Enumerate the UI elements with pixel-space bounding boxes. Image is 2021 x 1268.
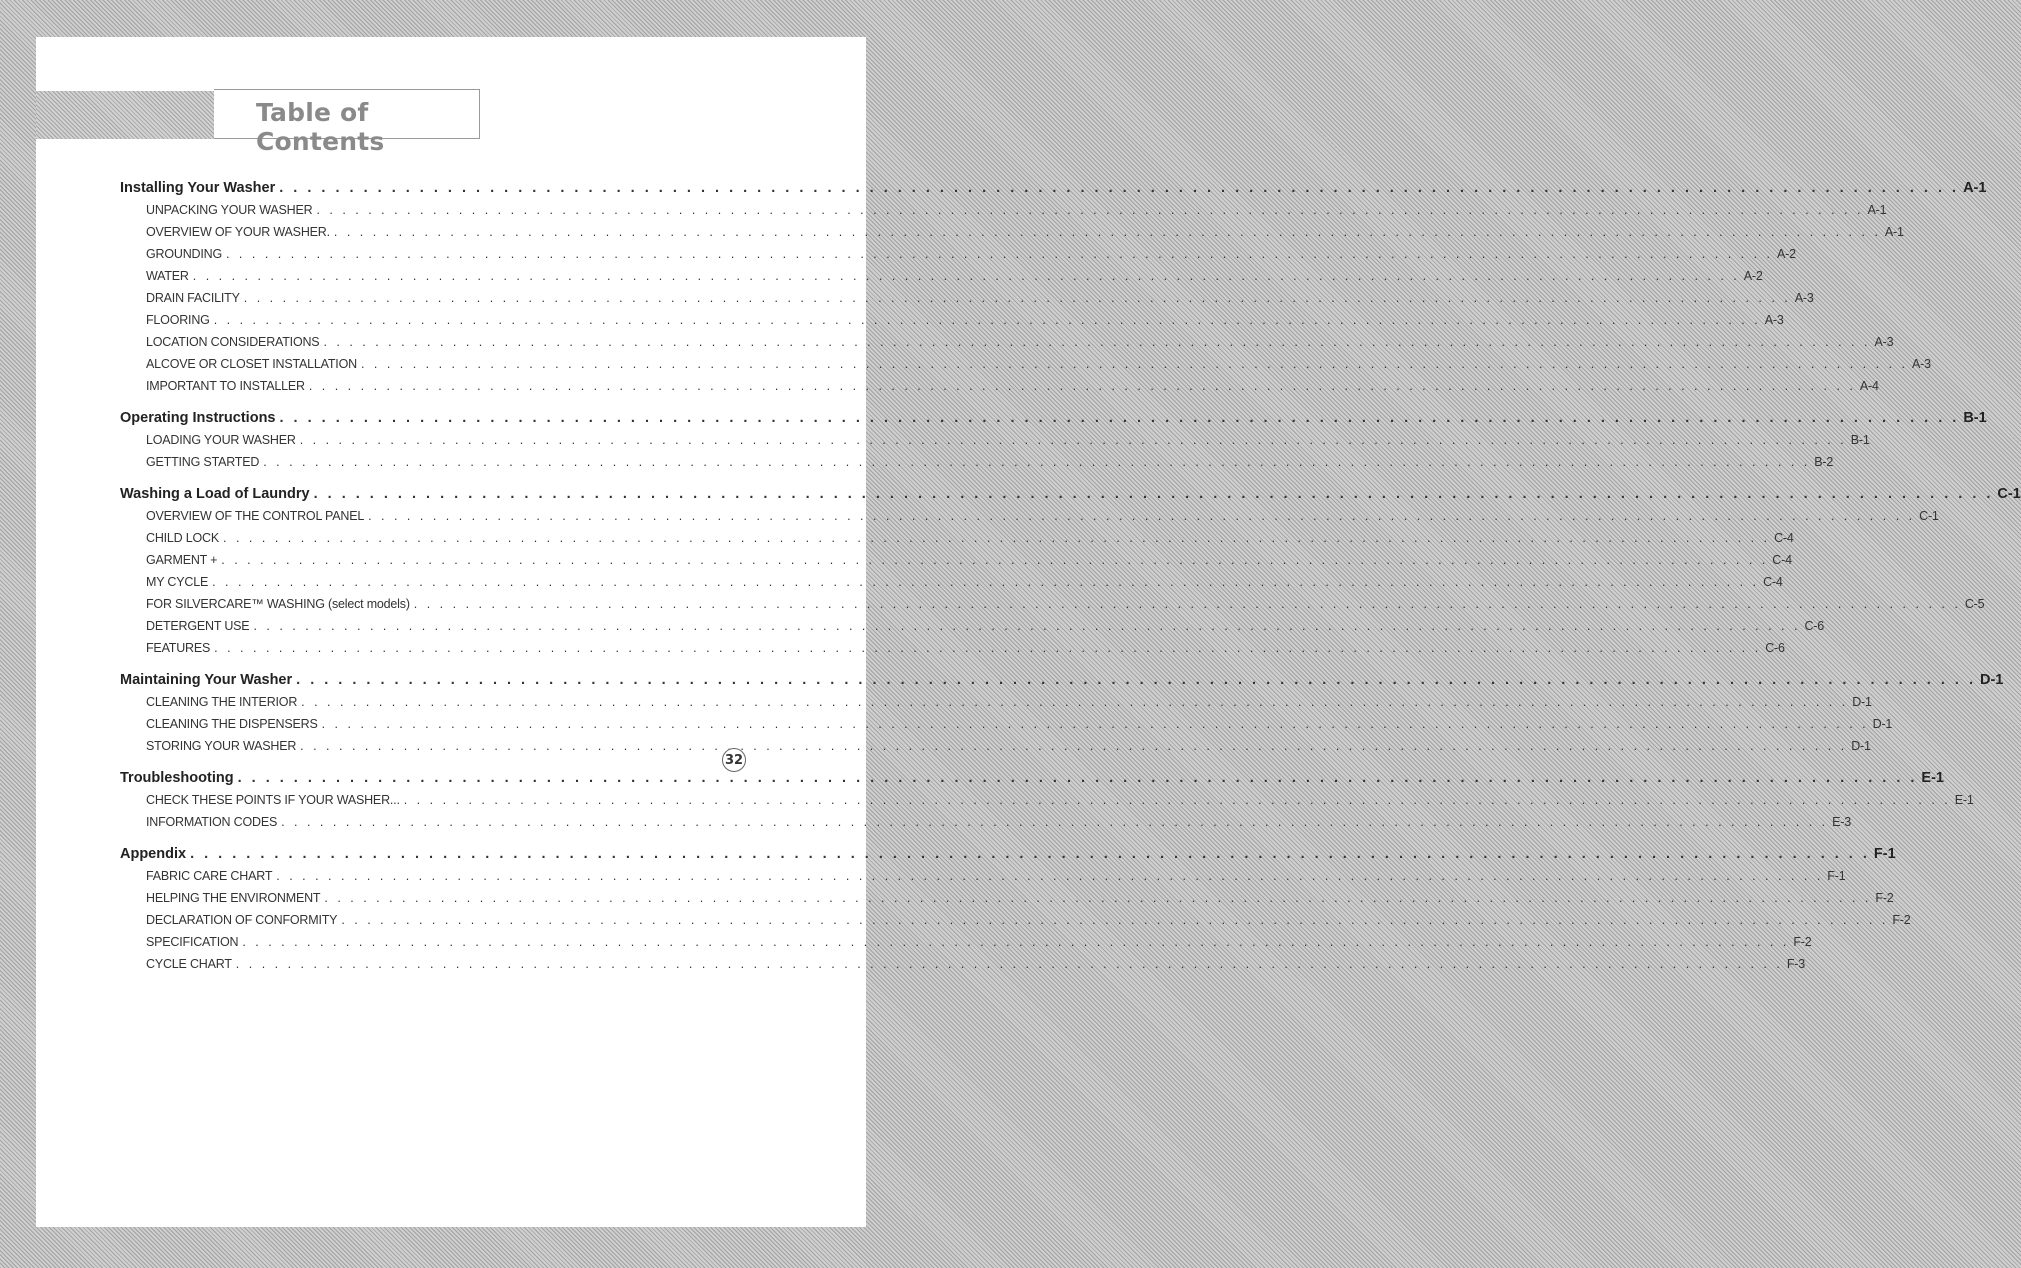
entry-page: F-2	[1793, 935, 1812, 949]
leader-dots: . . . . . . . . . . . . . . . . . . . . . . . . . . . . . . . . . . . . . . . . . . . . . . . . . . . . . . . . . . . . . . . . . . . . . . . . . . . . . . . . . . . . . . . . . . . . . . . . . . . . . . . . . . . . . . . . . . . . . . . .	[192, 269, 1740, 283]
toc-entry[interactable]	[120, 571, 1783, 593]
toc-entry[interactable]	[120, 265, 1763, 287]
section-page: D-1	[1979, 672, 2004, 688]
entry-label: IMPORTANT TO INSTALLER	[146, 379, 305, 393]
entry-label: OVERVIEW OF THE CONTROL PANEL	[146, 509, 365, 523]
section-page: E-1	[1921, 770, 1944, 786]
entry-page: F-2	[1875, 891, 1894, 905]
page-number: 32	[724, 752, 744, 768]
leader-dots: . . . . . . . . . . . . . . . . . . . . . . . . . . . . . . . . . . . . . . . . . . . . . . . . . . . . . . . . . . . . . . . . . . . . . . . . . . . . . . . . . . . . . . . . . . . . . . . . . . . . . . . . . . . . . . . . . . . . . . . .	[212, 575, 1760, 589]
toc-list	[120, 177, 2021, 985]
toc-entry[interactable]	[120, 331, 1894, 353]
toc-entry[interactable]	[120, 953, 1805, 975]
section-page: A-1	[1963, 180, 1987, 196]
toc-entry[interactable]	[120, 789, 1974, 811]
leader-dots: . . . . . . . . . . . . . . . . . . . . . . . . . . . . . . . . . . . . . . . . . . . . . . . . . . . . . . . . . . . . . . . . . . . . . . . . . . . . . . . . . . . . . . . . . . . . . . . . . . . . . . . . . . . . . . . . . . . . . . . .	[316, 203, 1864, 217]
entry-label: GROUNDING	[146, 247, 222, 261]
entry-page: A-2	[1777, 247, 1796, 261]
entry-page: F-2	[1892, 913, 1911, 927]
leader-dots: . . . . . . . . . . . . . . . . . . . . . . . . . . . . . . . . . . . . . . . . . . . . . . . . . . . . . . . . . . . . . . . . . . . . . . . . . . . . . . . . . . . . . . . . . . . . . . . . . . . . . . . . . . . . . . . . . . . . . . . .	[242, 935, 1790, 949]
toc-entry[interactable]	[120, 287, 1814, 309]
toc-section-heading[interactable]	[120, 669, 2004, 691]
toc-entry[interactable]	[120, 375, 1879, 397]
entry-page: C-1	[1919, 509, 1939, 523]
leader-dots: . . . . . . . . . . . . . . . . . . . . . . . . . . . . . . . . . . . . . . . . . . . . . . . . . . . . . . . . . . . . . . . . . . . . . . . . . . . . . . . . . . . . . . . . . . . . . . . . . . . . . . . . . . . . . . . . . . . . . . . .	[279, 410, 1960, 426]
leader-dots: . . . . . . . . . . . . . . . . . . . . . . . . . . . . . . . . . . . . . . . . . . . . . . . . . . . . . . . . . . . . . . . . . . . . . . . . . . . . . . . . . . . . . . . . . . . . . . . . . . . . . . . . . . . . . . . . . . . . . . . .	[296, 672, 1976, 688]
leader-dots: . . . . . . . . . . . . . . . . . . . . . . . . . . . . . . . . . . . . . . . . . . . . . . . . . . . . . . . . . . . . . . . . . . . . . . . . . . . . . . . . . . . . . . . . . . . . . . . . . . . . . . . . . . . . . . . . . . . . . . . .	[313, 486, 1994, 502]
leader-dots: . . . . . . . . . . . . . . . . . . . . . . . . . . . . . . . . . . . . . . . . . . . . . . . . . . . . . . . . . . . . . . . . . . . . . . . . . . . . . . . . . . . . . . . . . . . . . . . . . . . . . . . . . . . . . . . . . . . . . . . .	[190, 846, 1870, 862]
entry-page: C-6	[1765, 641, 1785, 655]
toc-section	[120, 843, 1911, 975]
entry-page: C-5	[1964, 597, 1985, 611]
entry-page: C-4	[1774, 531, 1794, 545]
leader-dots: . . . . . . . . . . . . . . . . . . . . . . . . . . . . . . . . . . . . . . . . . . . . . . . . . . . . . . . . . . . . . . . . . . . . . . . . . . . . . . . . . . . . . . . . . . . . . . . . . . . . . . . . . . . . . . . . . . . . . . . .	[323, 335, 1871, 349]
entry-page: C-4	[1763, 575, 1783, 589]
leader-dots: . . . . . . . . . . . . . . . . . . . . . . . . . . . . . . . . . . . . . . . . . . . . . . . . . . . . . . . . . . . . . . . . . . . . . . . . . . . . . . . . . . . . . . . . . . . . . . . . . . . . . . . . . . . . . . . . . . . . . . . .	[321, 717, 1869, 731]
section-page: B-1	[1963, 410, 1987, 426]
entry-label: GARMENT +	[146, 553, 218, 567]
entry-label: CYCLE CHART	[146, 957, 232, 971]
section-title: Maintaining Your Washer	[120, 672, 293, 688]
section-title: Troubleshooting	[120, 770, 234, 786]
entry-page: A-4	[1859, 379, 1879, 393]
entry-label: HELPING THE ENVIRONMENT	[146, 891, 321, 905]
entry-label: DECLARATION OF CONFORMITY	[146, 913, 338, 927]
leader-dots: . . . . . . . . . . . . . . . . . . . . . . . . . . . . . . . . . . . . . . . . . . . . . . . . . . . . . . . . . . . . . . . . . . . . . . . . . . . . . . . . . . . . . . . . . . . . . . . . . . . . . . . . . . . . . . . . . . . . . . . .	[214, 641, 1762, 655]
toc-section	[120, 669, 2004, 757]
entry-page: D-1	[1851, 739, 1871, 753]
entry-label: FABRIC CARE CHART	[146, 869, 273, 883]
entry-label: FLOORING	[146, 313, 210, 327]
toc-entry[interactable]	[120, 353, 1931, 375]
entry-page: D-1	[1852, 695, 1872, 709]
entry-label: GETTING STARTED	[146, 455, 260, 469]
entry-page: B-1	[1850, 433, 1870, 447]
toc-entry[interactable]	[120, 615, 1825, 637]
entry-page: A-3	[1764, 313, 1784, 327]
leader-dots: . . . . . . . . . . . . . . . . . . . . . . . . . . . . . . . . . . . . . . . . . . . . . . . . . . . . . . . . . . . . . . . . . . . . . . . . . . . . . . . . . . . . . . . . . . . . . . . . . . . . . . . . . . . . . . . . . . . . . . . .	[301, 695, 1849, 709]
toc-entry[interactable]	[120, 549, 1792, 571]
section-title: Appendix	[120, 846, 187, 862]
entry-page: A-3	[1911, 357, 1931, 371]
entry-page: A-3	[1794, 291, 1814, 305]
toc-entry[interactable]	[120, 887, 1894, 909]
entry-label: UNPACKING YOUR WASHER	[146, 203, 313, 217]
page-title: Table of Contents	[256, 98, 385, 156]
entry-label: FOR SILVERCARE™ WASHING (select models)	[146, 597, 410, 611]
entry-label: DETERGENT USE	[146, 619, 250, 633]
leader-dots: . . . . . . . . . . . . . . . . . . . . . . . . . . . . . . . . . . . . . . . . . . . . . . . . . . . . . . . . . . . . . . . . . . . . . . . . . . . . . . . . . . . . . . . . . . . . . . . . . . . . . . . . . . . . . . . . . . . . . . . .	[300, 739, 1848, 753]
entry-page: C-6	[1804, 619, 1825, 633]
entry-label: CLEANING THE DISPENSERS	[146, 717, 318, 731]
entry-label: STORING YOUR WASHER	[146, 739, 297, 753]
section-page: C-1	[1997, 486, 2021, 502]
toc-entry[interactable]	[120, 865, 1846, 887]
leader-dots: . . . . . . . . . . . . . . . . . . . . . . . . . . . . . . . . . . . . . . . . . . . . . . . . . . . . . . . . . . . . . . . . . . . . . . . . . . . . . . . . . . . . . . . . . . . . . . . . . . . . . . . . . . . . . . . . . . . . . . . .	[308, 379, 1856, 393]
entry-label: ALCOVE OR CLOSET INSTALLATION	[146, 357, 357, 371]
toc-section	[120, 767, 1974, 833]
entry-label: DRAIN FACILITY	[146, 291, 240, 305]
entry-label: MY CYCLE	[146, 575, 209, 589]
section-title: Washing a Load of Laundry	[120, 486, 310, 502]
title-box	[214, 89, 480, 156]
toc-section-heading[interactable]	[120, 177, 1987, 199]
toc-entry[interactable]	[120, 713, 1893, 735]
toc-section	[120, 483, 2021, 659]
leader-dots: . . . . . . . . . . . . . . . . . . . . . . . . . . . . . . . . . . . . . . . . . . . . . . . . . . . . . . . . . . . . . . . . . . . . . . . . . . . . . . . . . . . . . . . . . . . . . . . . . . . . . . . . . . . . . . . . . . . . . . . .	[253, 619, 1801, 633]
toc-entry[interactable]	[120, 931, 1812, 953]
entry-label: FEATURES	[146, 641, 211, 655]
leader-dots: . . . . . . . . . . . . . . . . . . . . . . . . . . . . . . . . . . . . . . . . . . . . . . . . . . . . . . . . . . . . . . . . . . . . . . . . . . . . . . . . . . . . . . . . . . . . . . . . . . . . . . . . . . . . . . . . . . . . . . . .	[223, 531, 1771, 545]
entry-label: CHILD LOCK	[146, 531, 220, 545]
toc-section-heading[interactable]	[120, 767, 1944, 789]
section-title: Operating Instructions	[120, 410, 276, 426]
entry-page: F-1	[1827, 869, 1846, 883]
toc-entry[interactable]	[120, 735, 1871, 757]
section-page: F-1	[1873, 846, 1896, 862]
document-page	[36, 37, 2021, 1227]
entry-page: B-2	[1814, 455, 1834, 469]
toc-entry[interactable]	[120, 505, 1939, 527]
leader-dots: . . . . . . . . . . . . . . . . . . . . . . . . . . . . . . . . . . . . . . . . . . . . . . . . . . . . . . . . . . . . . . . . . . . . . . . . . . . . . . . . . . . . . . . . . . . . . . . . . . . . . . . . . . . . . . . . . . . . . . . .	[237, 770, 1918, 786]
entry-page: A-3	[1874, 335, 1894, 349]
leader-dots: . . . . . . . . . . . . . . . . . . . . . . . . . . . . . . . . . . . . . . . . . . . . . . . . . . . . . . . . . . . . . . . . . . . . . . . . . . . . . . . . . . . . . . . . . . . . . . . . . . . . . . . . . . . . . . . . . . . . . . . .	[299, 433, 1847, 447]
entry-label: OVERVIEW OF YOUR WASHER.	[146, 225, 330, 239]
leader-dots: . . . . . . . . . . . . . . . . . . . . . . . . . . . . . . . . . . . . . . . . . . . . . . . . . . . . . . . . . . . . . . . . . . . . . . . . . . . . . . . . . . . . . . . . . . . . . . . . . . . . . . . . . . . . . . . . . . . . . . . .	[413, 597, 1961, 611]
entry-page: A-1	[1884, 225, 1904, 239]
entry-page: E-1	[1954, 793, 1974, 807]
toc-section-heading[interactable]	[120, 843, 1896, 865]
entry-page: F-3	[1786, 957, 1805, 971]
toc-entry[interactable]	[120, 429, 1870, 451]
toc-entry[interactable]	[120, 637, 1785, 659]
toc-entry[interactable]	[120, 909, 1911, 931]
toc-section	[120, 407, 1987, 473]
leader-dots: . . . . . . . . . . . . . . . . . . . . . . . . . . . . . . . . . . . . . . . . . . . . . . . . . . . . . . . . . . . . . . . . . . . . . . . . . . . . . . . . . . . . . . . . . . . . . . . . . . . . . . . . . . . . . . . . . . . . . . . .	[235, 957, 1783, 971]
leader-dots: . . . . . . . . . . . . . . . . . . . . . . . . . . . . . . . . . . . . . . . . . . . . . . . . . . . . . . . . . . . . . . . . . . . . . . . . . . . . . . . . . . . . . . . . . . . . . . . . . . . . . . . . . . . . . . . . . . . . . . . .	[279, 180, 1960, 196]
title-tab-pattern	[36, 91, 214, 139]
entry-page: A-2	[1743, 269, 1763, 283]
entry-label: CLEANING THE INTERIOR	[146, 695, 298, 709]
toc-entry[interactable]	[120, 309, 1784, 331]
entry-label: LOADING YOUR WASHER	[146, 433, 296, 447]
leader-dots: . . . . . . . . . . . . . . . . . . . . . . . . . . . . . . . . . . . . . . . . . . . . . . . . . . . . . . . . . . . . . . . . . . . . . . . . . . . . . . . . . . . . . . . . . . . . . . . . . . . . . . . . . . . . . . . . . . . . . . . .	[368, 509, 1916, 523]
toc-section-heading[interactable]	[120, 483, 2021, 505]
entry-page: A-1	[1867, 203, 1887, 217]
toc-entry[interactable]	[120, 451, 1834, 473]
section-title: Installing Your Washer	[120, 180, 276, 196]
leader-dots: . . . . . . . . . . . . . . . . . . . . . . . . . . . . . . . . . . . . . . . . . . . . . . . . . . . . . . . . . . . . . . . . . . . . . . . . . . . . . . . . . . . . . . . . . . . . . . . . . . . . . . . . . . . . . . . . . . . . . . . .	[263, 455, 1811, 469]
entry-page: E-3	[1832, 815, 1851, 829]
leader-dots: . . . . . . . . . . . . . . . . . . . . . . . . . . . . . . . . . . . . . . . . . . . . . . . . . . . . . . . . . . . . . . . . . . . . . . . . . . . . . . . . . . . . . . . . . . . . . . . . . . . . . . . . . . . . . . . . . . . . . . . .	[213, 313, 1761, 327]
leader-dots: . . . . . . . . . . . . . . . . . . . . . . . . . . . . . . . . . . . . . . . . . . . . . . . . . . . . . . . . . . . . . . . . . . . . . . . . . . . . . . . . . . . . . . . . . . . . . . . . . . . . . . . . . . . . . . . . . . . . . . . .	[360, 357, 1908, 371]
entry-label: CHECK THESE POINTS IF YOUR WASHER...	[146, 793, 400, 807]
leader-dots: . . . . . . . . . . . . . . . . . . . . . . . . . . . . . . . . . . . . . . . . . . . . . . . . . . . . . . . . . . . . . . . . . . . . . . . . . . . . . . . . . . . . . . . . . . . . . . . . . . . . . . . . . . . . . . . . . . . . . . . .	[225, 247, 1774, 261]
toc-entry[interactable]	[120, 221, 1904, 243]
entry-label: SPECIFICATION	[146, 935, 239, 949]
leader-dots: . . . . . . . . . . . . . . . . . . . . . . . . . . . . . . . . . . . . . . . . . . . . . . . . . . . . . . . . . . . . . . . . . . . . . . . . . . . . . . . . . . . . . . . . . . . . . . . . . . . . . . . . . . . . . . . . . . . . . . . .	[221, 553, 1769, 567]
leader-dots: . . . . . . . . . . . . . . . . . . . . . . . . . . . . . . . . . . . . . . . . . . . . . . . . . . . . . . . . . . . . . . . . . . . . . . . . . . . . . . . . . . . . . . . . . . . . . . . . . . . . . . . . . . . . . . . . . . . . . . . .	[403, 793, 1951, 807]
toc-entry[interactable]	[120, 243, 1796, 265]
toc-entry[interactable]	[120, 199, 1887, 221]
toc-entry[interactable]	[120, 811, 1851, 833]
entry-label: WATER	[146, 269, 189, 283]
entry-label: LOCATION CONSIDERATIONS	[146, 335, 320, 349]
toc-entry[interactable]	[120, 527, 1794, 549]
leader-dots: . . . . . . . . . . . . . . . . . . . . . . . . . . . . . . . . . . . . . . . . . . . . . . . . . . . . . . . . . . . . . . . . . . . . . . . . . . . . . . . . . . . . . . . . . . . . . . . . . . . . . . . . . . . . . . . . . . . . . . . .	[333, 225, 1881, 239]
toc-entry[interactable]	[120, 691, 1872, 713]
entry-page: D-1	[1872, 717, 1893, 731]
page-number-badge	[722, 748, 746, 772]
leader-dots: . . . . . . . . . . . . . . . . . . . . . . . . . . . . . . . . . . . . . . . . . . . . . . . . . . . . . . . . . . . . . . . . . . . . . . . . . . . . . . . . . . . . . . . . . . . . . . . . . . . . . . . . . . . . . . . . . . . . . . . .	[243, 291, 1791, 305]
leader-dots: . . . . . . . . . . . . . . . . . . . . . . . . . . . . . . . . . . . . . . . . . . . . . . . . . . . . . . . . . . . . . . . . . . . . . . . . . . . . . . . . . . . . . . . . . . . . . . . . . . . . . . . . . . . . . . . . . . . . . . . .	[281, 815, 1829, 829]
entry-page: C-4	[1772, 553, 1792, 567]
toc-section-heading[interactable]	[120, 407, 1987, 429]
leader-dots: . . . . . . . . . . . . . . . . . . . . . . . . . . . . . . . . . . . . . . . . . . . . . . . . . . . . . . . . . . . . . . . . . . . . . . . . . . . . . . . . . . . . . . . . . . . . . . . . . . . . . . . . . . . . . . . . . . . . . . . .	[276, 869, 1824, 883]
entry-label: INFORMATION CODES	[146, 815, 278, 829]
toc-entry[interactable]	[120, 593, 1985, 615]
leader-dots: . . . . . . . . . . . . . . . . . . . . . . . . . . . . . . . . . . . . . . . . . . . . . . . . . . . . . . . . . . . . . . . . . . . . . . . . . . . . . . . . . . . . . . . . . . . . . . . . . . . . . . . . . . . . . . . . . . . . . . . .	[324, 891, 1872, 905]
toc-section	[120, 177, 1987, 397]
leader-dots: . . . . . . . . . . . . . . . . . . . . . . . . . . . . . . . . . . . . . . . . . . . . . . . . . . . . . . . . . . . . . . . . . . . . . . . . . . . . . . . . . . . . . . . . . . . . . . . . . . . . . . . . . . . . . . . . . . . . . . . .	[341, 913, 1889, 927]
